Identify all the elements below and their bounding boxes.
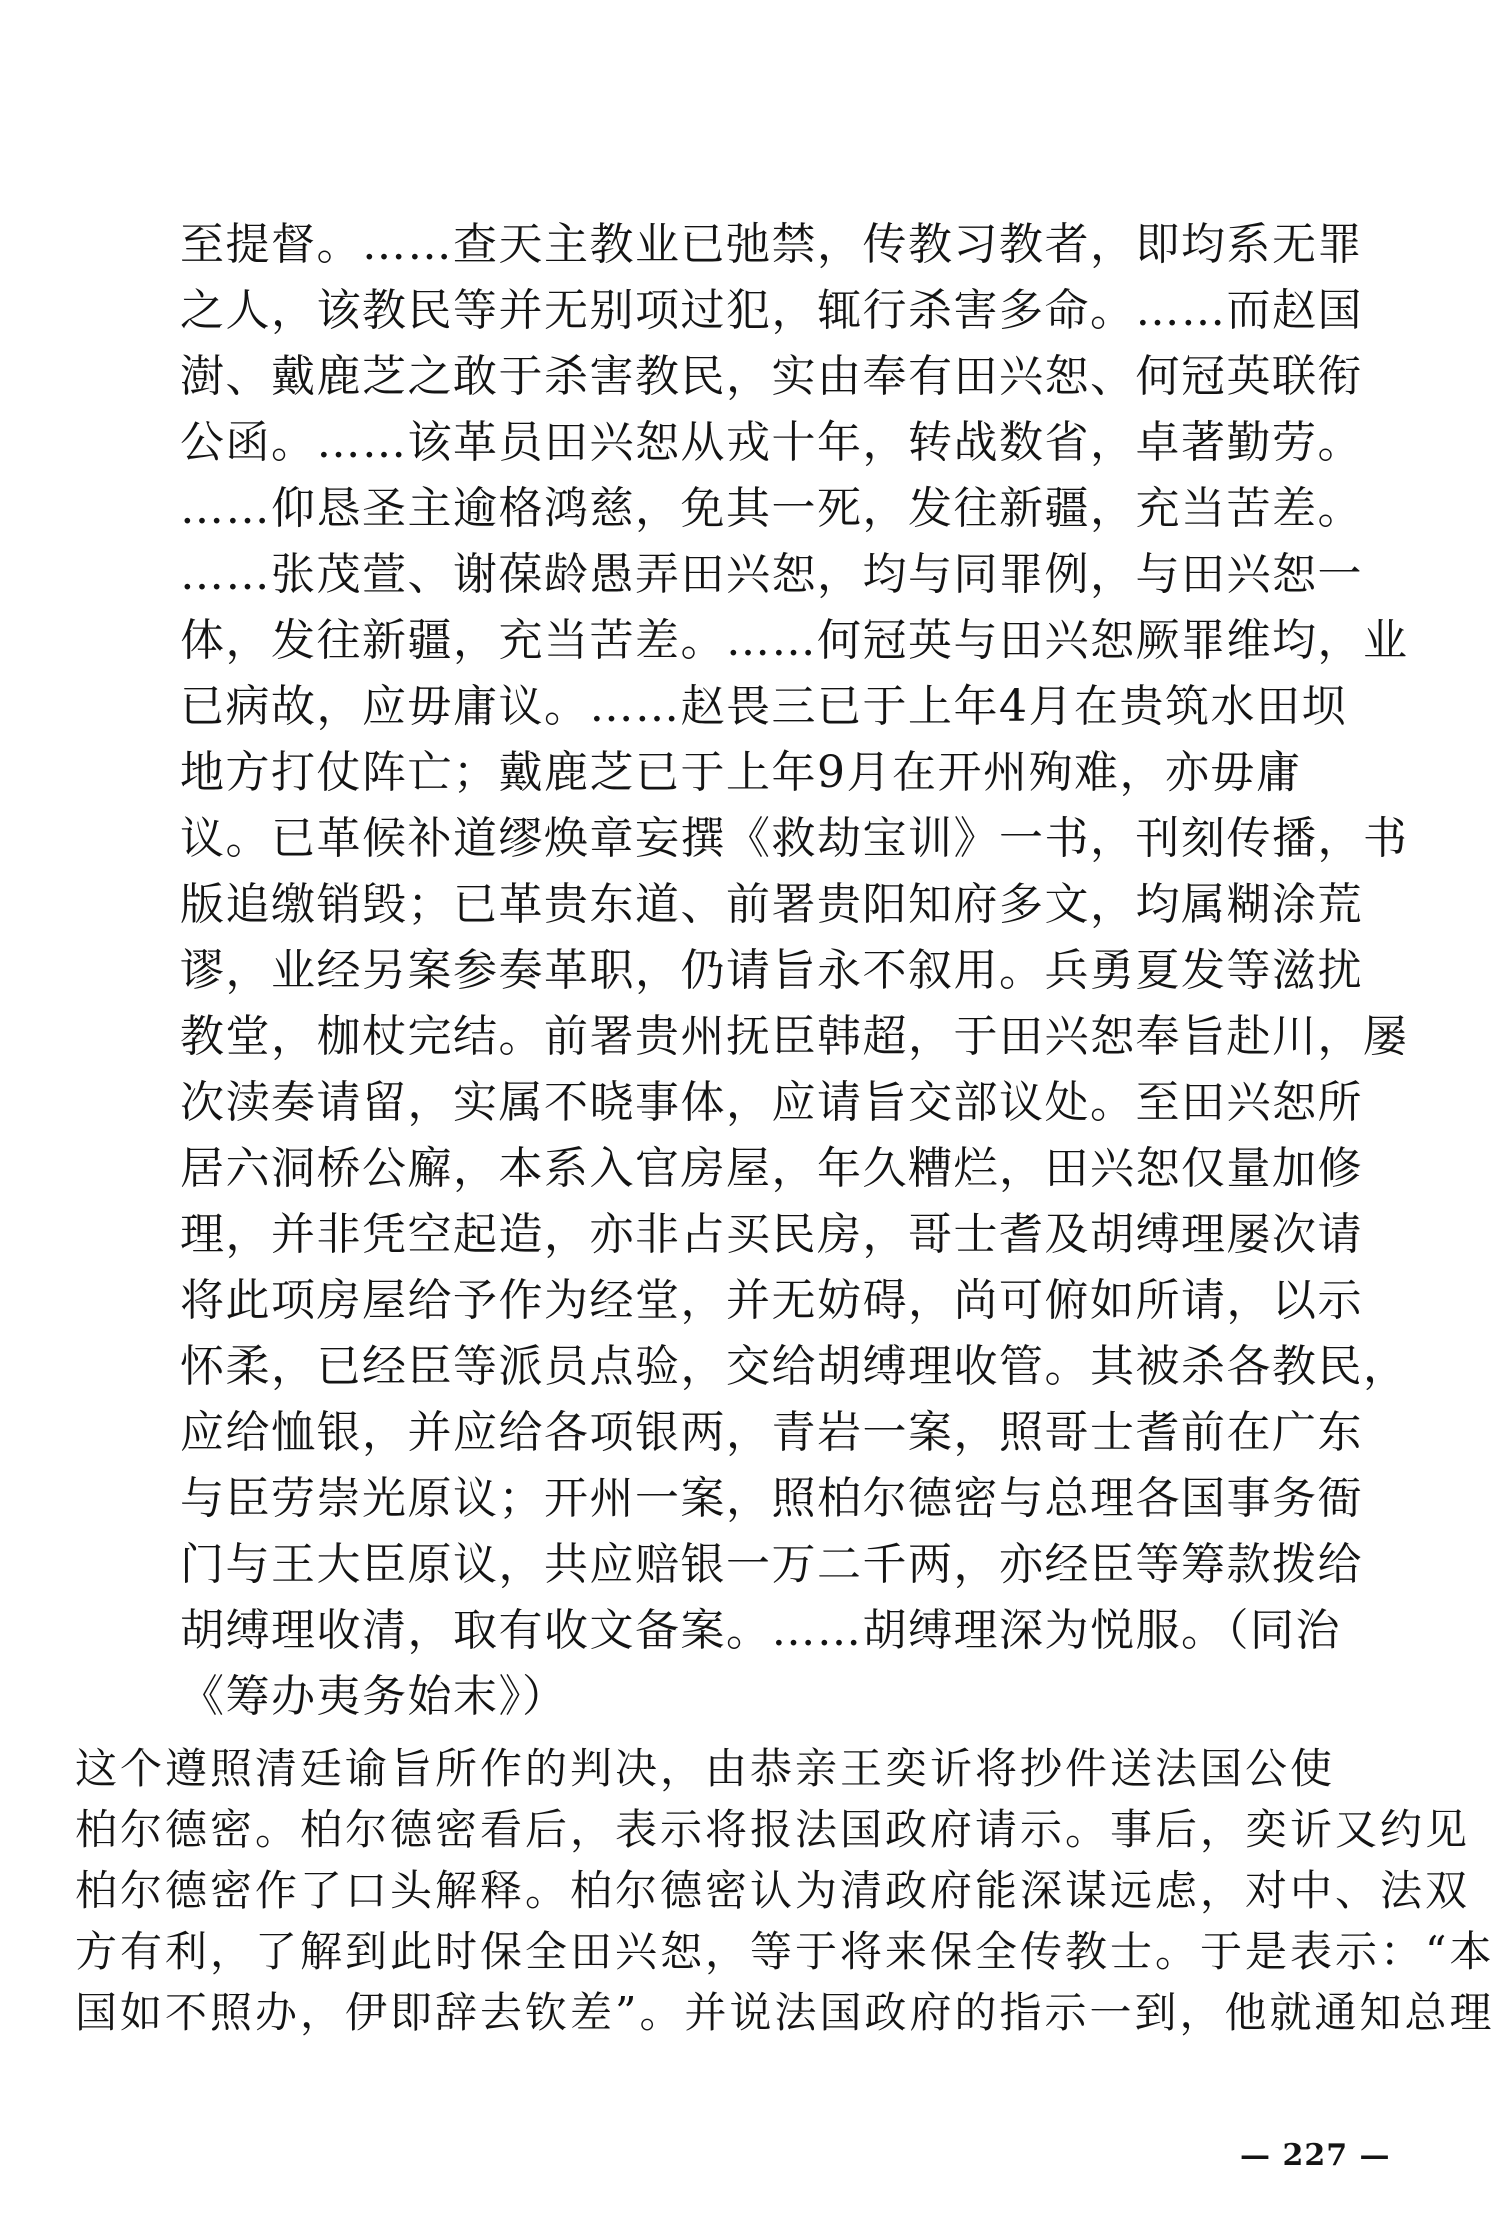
quote-line: 应给恤银，并应给各项银两，青岩一案，照哥士耆前在广东 (180, 1407, 1363, 1458)
quote-line: 理，并非凭空起造，亦非占买民房，哥士耆及胡缚理屡次请 (180, 1209, 1363, 1260)
quote-line: 将此项房屋给予作为经堂，并无妨碍，尚可俯如所请，以示 (180, 1275, 1363, 1326)
quote-line: 公函。……该革员田兴恕从戎十年，转战数省，卓著勤劳。 (180, 417, 1363, 468)
quote-line: 怀柔，已经臣等派员点验，交给胡缚理收管。其被杀各教民， (180, 1341, 1409, 1392)
quoted-passage (180, 212, 1409, 1730)
quote-line: 体，发往新疆，充当苦差。……何冠英与田兴恕厥罪维均，业 (180, 615, 1409, 666)
quote-line: 谬，业经另案参奏革职，仍请旨永不叙用。兵勇夏发等滋扰 (180, 945, 1363, 996)
body-line: 方有利，了解到此时保全田兴恕，等于将来保全传教士。于是表示：“本 (75, 1927, 1495, 1976)
quote-source: 《筹办夷务始末》） (180, 1671, 568, 1722)
quote-line: ……张茂萱、谢葆龄愚弄田兴恕，均与同罪例，与田兴恕一 (180, 549, 1363, 600)
body-line: 这个遵照清廷谕旨所作的判决，由恭亲王奕䜣将抄件送法国公使 (75, 1744, 1336, 1793)
body-line: 柏尔德密作了口头解释。柏尔德密认为清政府能深谋远虑，对中、法双 (75, 1866, 1471, 1915)
quote-line: ……仰恳圣主逾格鸿慈，免其一死，发往新疆，充当苦差。 (180, 483, 1363, 534)
quote-line: 胡缚理收清，取有收文备案。……胡缚理深为悦服。（同治 (180, 1605, 1341, 1656)
page-number: — 227 — (1240, 2138, 1391, 2173)
quote-line: 议。已革候补道缪焕章妄撰《救劫宝训》一书，刊刻传播，书 (180, 813, 1409, 864)
quote-line: 澍、戴鹿芝之敢于杀害教民，实由奉有田兴恕、何冠英联衔 (180, 351, 1363, 402)
quote-line: 教堂，枷杖完结。前署贵州抚臣韩超，于田兴恕奉旨赴川，屡 (180, 1011, 1409, 1062)
quote-line: 次渎奏请留，实属不晓事体，应请旨交部议处。至田兴恕所 (180, 1077, 1363, 1128)
quote-line: 版追缴销毁；已革贵东道、前署贵阳知府多文，均属糊涂荒 (180, 879, 1363, 930)
quote-line: 门与王大臣原议，共应赔银一万二千两，亦经臣等筹款拨给 (180, 1539, 1363, 1590)
quote-line: 与臣劳崇光原议；开州一案，照柏尔德密与总理各国事务衙 (180, 1473, 1363, 1524)
body-line: 国如不照办，伊即辞去钦差”。并说法国政府的指示一到，他就通知总理 (75, 1988, 1495, 2037)
quote-line: 已病故，应毋庸议。……赵畏三已于上年4月在贵筑水田坝 (180, 681, 1347, 732)
body-line: 柏尔德密。柏尔德密看后，表示将报法国政府请示。事后，奕䜣又约见 (75, 1805, 1471, 1854)
quote-line: 居六洞桥公廨，本系入官房屋，年久糟烂，田兴恕仅量加修 (180, 1143, 1363, 1194)
quote-line: 至提督。……查天主教业已弛禁，传教习教者，即均系无罪 (180, 219, 1363, 270)
quote-line: 地方打仗阵亡；戴鹿芝已于上年9月在开州殉难，亦毋庸 (180, 747, 1302, 798)
quote-line: 之人，该教民等并无别项过犯，辄行杀害多命。……而赵国 (180, 285, 1363, 336)
body-paragraph (75, 1738, 1495, 2043)
